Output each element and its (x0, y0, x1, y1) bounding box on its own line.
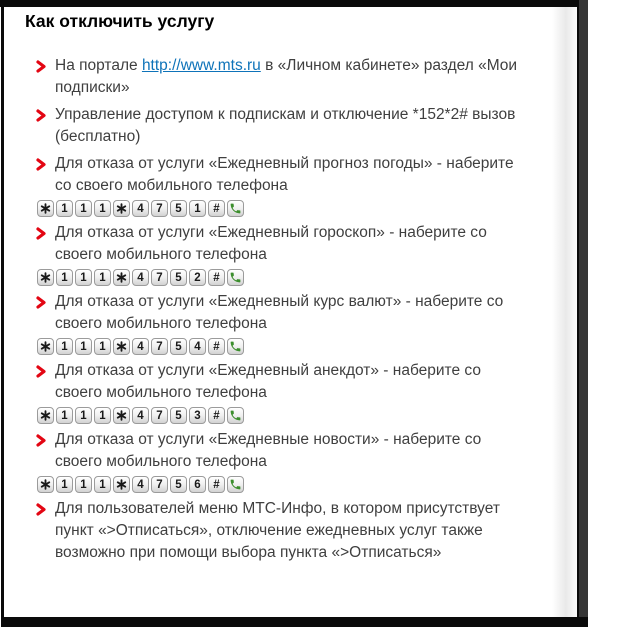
keypad-key: 4 (132, 338, 149, 355)
instructions-list (4, 55, 520, 564)
chevron-right-icon (36, 227, 46, 240)
phone-call-icon (227, 200, 244, 217)
list-item (36, 498, 520, 564)
chevron-right-icon (36, 158, 46, 171)
phone-call-icon (227, 407, 244, 424)
item-text: Управление доступом к подпискам и отключение *152*2# вызов (бесплатно) (55, 106, 516, 145)
keypad-key: 4 (189, 338, 206, 355)
list-item (36, 55, 520, 99)
phone-call-icon (227, 338, 244, 355)
list-item (36, 429, 520, 493)
keypad-key: # (208, 476, 225, 493)
keypad-key: 2 (189, 269, 206, 286)
asterisk-key-icon (37, 338, 54, 355)
keypad-key: 1 (94, 407, 111, 424)
keypad-key: 1 (75, 476, 92, 493)
list-item (36, 104, 520, 148)
ussd-keypad (37, 338, 520, 355)
page-title: Как отключить услугу (25, 11, 215, 31)
keypad-key: 1 (56, 338, 73, 355)
asterisk-key-icon (37, 407, 54, 424)
chevron-right-icon (36, 365, 46, 378)
asterisk-key-icon (37, 269, 54, 286)
list-item (36, 153, 520, 217)
chevron-right-icon (36, 434, 46, 447)
item-text: Для отказа от услуги «Ежедневный анекдот» - наберите со своего мобильного телефона (55, 362, 481, 401)
chevron-right-icon (36, 296, 46, 309)
keypad-key: 1 (94, 338, 111, 355)
chevron-right-icon (36, 503, 46, 516)
asterisk-key-icon (113, 269, 130, 286)
keypad-key: 5 (170, 200, 187, 217)
item-text: Для отказа от услуги «Ежедневный гороскоп» - наберите со своего мобильного телефона (55, 224, 487, 263)
ussd-keypad (37, 200, 520, 217)
list-item (36, 360, 520, 424)
item-text: Для пользователей меню МТС-Инфо, в котором присутствует пункт «>Отписаться», отключение ежедневных услуг также возможно при помощи выбора пункта «>Отписаться» (55, 500, 500, 561)
keypad-key: 5 (170, 269, 187, 286)
keypad-key: 4 (132, 200, 149, 217)
ussd-keypad (37, 407, 520, 424)
keypad-key: 1 (56, 476, 73, 493)
keypad-key: 7 (151, 338, 168, 355)
keypad-key: # (208, 407, 225, 424)
chevron-right-icon (36, 109, 46, 122)
keypad-key: 1 (75, 200, 92, 217)
keypad-key: 1 (94, 200, 111, 217)
chevron-right-icon (36, 60, 46, 73)
keypad-key: 1 (75, 269, 92, 286)
keypad-key: 1 (75, 338, 92, 355)
asterisk-key-icon (37, 476, 54, 493)
keypad-key: 1 (56, 269, 73, 286)
asterisk-key-icon (113, 407, 130, 424)
keypad-key: 3 (189, 407, 206, 424)
article-content (4, 7, 564, 569)
item-text: Для отказа от услуги «Ежедневный прогноз погоды» - наберите со своего мобильного телефона (55, 155, 514, 194)
keypad-key: 5 (170, 407, 187, 424)
list-item (36, 222, 520, 286)
keypad-key: 1 (56, 407, 73, 424)
phone-call-icon (227, 269, 244, 286)
keypad-key: 5 (170, 338, 187, 355)
keypad-key: # (208, 338, 225, 355)
keypad-key: # (208, 269, 225, 286)
asterisk-key-icon (37, 200, 54, 217)
ussd-keypad (37, 269, 520, 286)
keypad-key: 5 (170, 476, 187, 493)
keypad-key: 1 (94, 269, 111, 286)
keypad-key: 1 (75, 407, 92, 424)
window-border-top (0, 0, 580, 7)
keypad-key: 4 (132, 476, 149, 493)
asterisk-key-icon (113, 338, 130, 355)
phone-call-icon (227, 476, 244, 493)
keypad-key: 6 (189, 476, 206, 493)
keypad-key: 7 (151, 476, 168, 493)
item-text: На портале http://www.mts.ru в «Личном кабинете» раздел «Мои подписки» (55, 57, 518, 96)
keypad-key: 7 (151, 200, 168, 217)
keypad-key: 1 (189, 200, 206, 217)
asterisk-key-icon (113, 200, 130, 217)
keypad-key: 1 (56, 200, 73, 217)
list-item (36, 291, 520, 355)
asterisk-key-icon (113, 476, 130, 493)
keypad-key: 1 (94, 476, 111, 493)
keypad-key: 4 (132, 269, 149, 286)
keypad-key: 4 (132, 407, 149, 424)
window-border-right (577, 0, 588, 627)
mts-portal-link[interactable]: http://www.mts.ru (141, 57, 261, 74)
window-border-bottom (1, 617, 588, 627)
item-text: Для отказа от услуги «Ежедневные новости» - наберите со своего мобильного телефона (55, 431, 482, 470)
keypad-key: 7 (151, 407, 168, 424)
keypad-key: # (208, 200, 225, 217)
ussd-keypad (37, 476, 520, 493)
item-text: Для отказа от услуги «Ежедневный курс валют» - наберите со своего мобильного телефона (55, 293, 504, 332)
keypad-key: 7 (151, 269, 168, 286)
